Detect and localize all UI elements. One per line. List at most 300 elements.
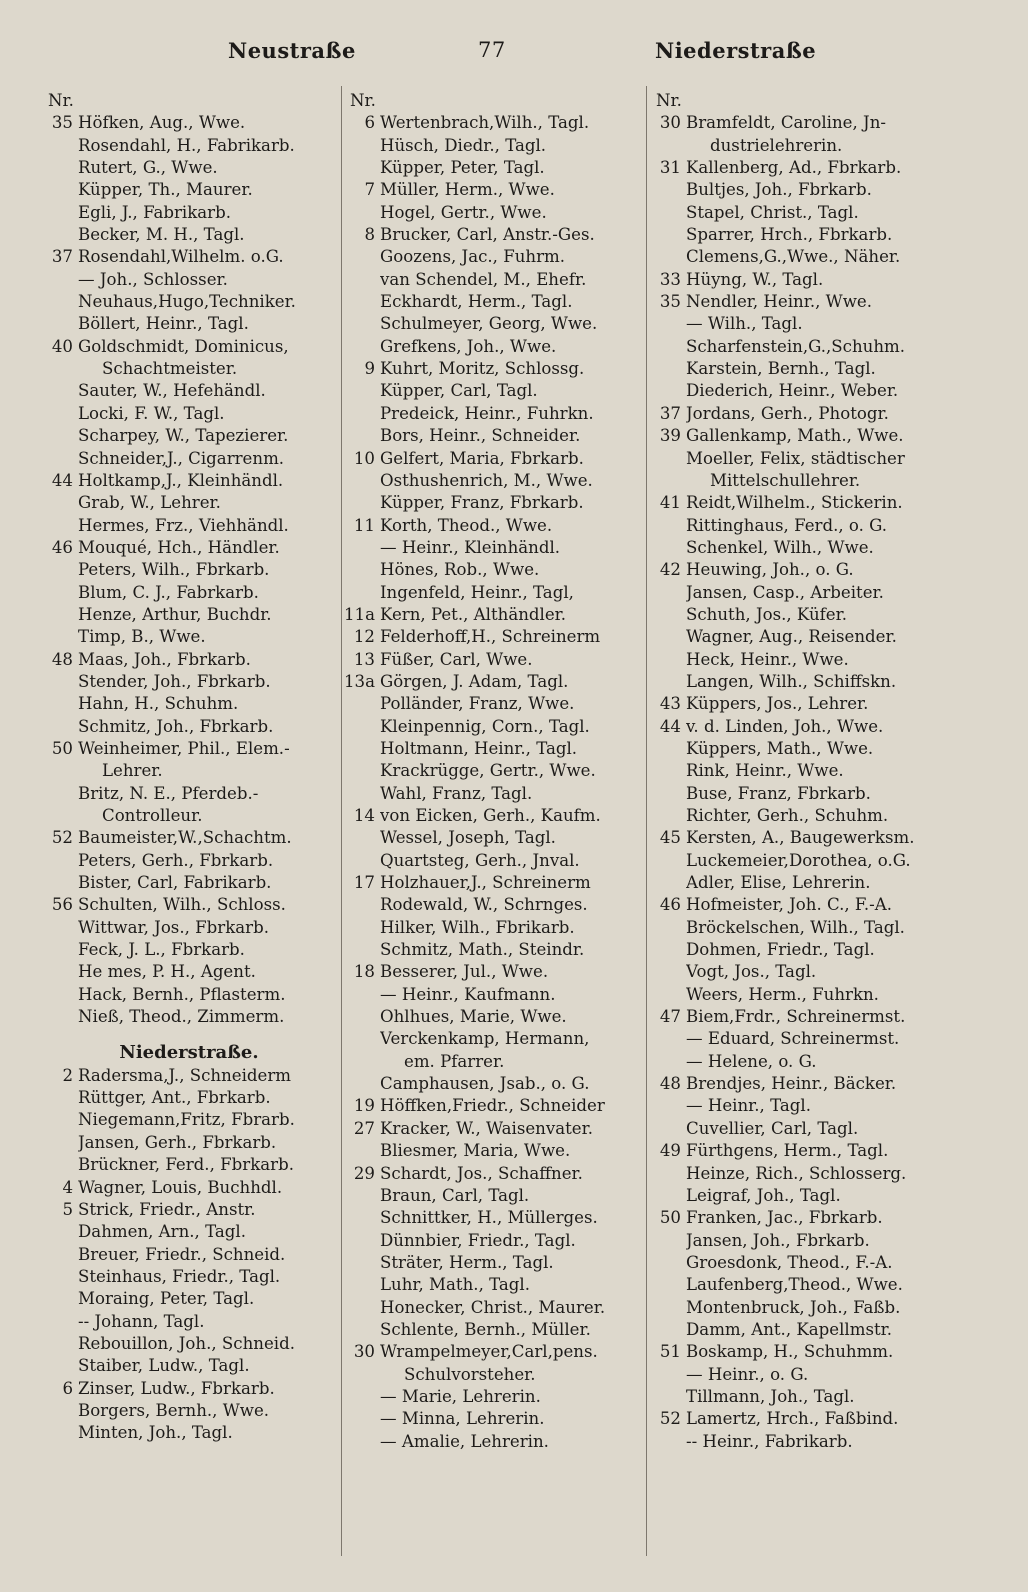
house-number [648,1051,686,1073]
directory-entry [40,179,340,201]
house-number [342,537,380,559]
directory-entry [40,1221,340,1243]
house-number: 41 [659,493,681,513]
column-3 [648,90,948,1453]
house-number [648,1364,686,1386]
directory-entry [648,783,948,805]
house-number [342,984,380,1006]
entry-text: Niederstraße. [119,1042,259,1064]
house-number [648,1319,686,1341]
entry-text: Schenkel, Wilh., Wwe. [686,537,874,557]
entry-text: Clemens,G.,Wwe., Näher. [686,247,901,267]
house-number [648,1274,686,1296]
entry-text: dustrielehrerin. [710,135,843,155]
house-number: 42 [659,560,681,580]
house-number: 46 [51,537,73,557]
entry-text: — Joh., Schlosser. [78,269,228,289]
entry-text: Karstein, Bernh., Tagl. [686,359,876,379]
house-number [40,1154,78,1176]
directory-entry [40,917,340,939]
house-number [342,917,380,939]
section-spacer [40,1028,340,1042]
house-number [648,448,686,470]
directory-entry [40,380,340,402]
entry-text: Rüttger, Ant., Fbrkarb. [78,1088,271,1108]
directory-entry [648,1028,948,1050]
directory-entry [40,448,340,470]
house-number [40,805,78,827]
house-number: 48 [659,1074,681,1094]
entry-text: Küpper, Franz, Fbrkarb. [380,493,584,513]
entry-text: em. Pfarrer. [404,1051,505,1071]
house-number [40,291,78,313]
entry-text: Scharpey, W., Tapezierer. [78,426,289,446]
directory-entry [342,358,642,380]
house-number: 45 [659,828,681,848]
house-number: 40 [51,336,73,356]
house-number [648,738,686,760]
directory-entry [342,894,642,916]
directory-entry [40,291,340,313]
entry-text: Wagner, Aug., Reisender. [686,627,897,647]
entry-text: Cuvellier, Carl, Tagl. [686,1118,859,1138]
directory-entry [342,1364,642,1386]
directory-entry [40,1422,340,1444]
directory-entry [40,1006,340,1028]
entry-text: Britz, N. E., Pferdeb.- [78,783,259,803]
entry-text: He mes, P. H., Agent. [78,962,256,982]
house-number [40,157,78,179]
directory-entry [342,1207,642,1229]
entry-text: Brückner, Ferd., Fbrkarb. [78,1155,294,1175]
entry-text: Blum, C. J., Fabrkarb. [78,582,259,602]
directory-entry [342,269,642,291]
entry-text: Quartsteg, Gerh., Jnval. [380,850,580,870]
entry-text: Schmitz, Math., Steindr. [380,940,585,960]
entry-text: Maas, Joh., Fbrkarb. [78,649,251,669]
entry-text: Mittelschullehrer. [710,470,861,490]
directory-entry [40,939,340,961]
house-number: 56 [51,895,73,915]
house-number: 18 [353,962,375,982]
entry-text: Henze, Arthur, Buchdr. [78,604,272,624]
entry-text: Schnittker, H., Müllerges. [380,1208,598,1228]
house-number [648,358,686,380]
directory-entry [342,760,642,782]
house-number: 19 [353,1096,375,1116]
entry-text: Kallenberg, Ad., Fbrkarb. [686,158,902,178]
directory-entry [648,1386,948,1408]
entry-text: Stender, Joh., Fbrkarb. [78,671,271,691]
house-number [342,1073,380,1095]
house-number [342,425,380,447]
house-number [342,1408,380,1430]
house-number [648,649,686,671]
directory-entry [40,1355,340,1377]
entry-text: Müller, Herm., Wwe. [380,180,555,200]
house-number [342,269,380,291]
entry-text: Luckemeier,Dorothea, o.G. [686,850,911,870]
directory-entry [648,1431,948,1453]
entry-text: — Wilh., Tagl. [686,314,803,334]
entry-text: — Amalie, Lehrerin. [380,1431,549,1451]
directory-entry [342,559,642,581]
house-number [342,313,380,335]
directory-entry [40,1378,340,1400]
entry-text: Füßer, Carl, Wwe. [380,649,533,669]
house-number: 52 [659,1409,681,1429]
house-number: 13a [343,671,375,691]
entry-text: Felderhoff,H., Schreinerm [380,627,601,647]
entry-text: Stapel, Christ., Tagl. [686,202,859,222]
entry-text: Jansen, Casp., Arbeiter. [686,582,884,602]
section-heading [40,1042,340,1064]
house-number: 11 [353,515,375,535]
directory-entry [342,470,642,492]
house-number [342,135,380,157]
house-number [648,1230,686,1252]
entry-text: Becker, M. H., Tagl. [78,225,245,245]
entry-text: von Eicken, Gerh., Kaufm. [380,806,601,825]
house-number [342,894,380,916]
house-number [40,939,78,961]
house-number [40,1042,78,1064]
entry-text: Sparrer, Hrch., Fbrkarb. [686,225,893,245]
house-number [648,1028,686,1050]
house-number [40,269,78,291]
directory-entry [40,470,340,492]
directory-entry [648,336,948,358]
directory-entry [40,671,340,693]
entry-text: Wessel, Joseph, Tagl. [380,828,556,848]
entry-text: Biem,Frdr., Schreinermst. [686,1007,906,1027]
column-1 [40,90,340,1445]
entry-text: Leigraf, Joh., Tagl. [686,1185,841,1205]
directory-entry [648,760,948,782]
house-number [342,202,380,224]
directory-entry [40,1244,340,1266]
entry-text: v. d. Linden, Joh., Wwe. [686,716,884,736]
house-number [40,626,78,648]
directory-entry [648,380,948,402]
house-number [648,783,686,805]
house-number [40,1333,78,1355]
directory-entry [40,827,340,849]
entry-text: — Heinr., Kleinhändl. [380,537,561,557]
directory-entry [40,157,340,179]
directory-entry [40,760,340,782]
directory-entry [648,135,948,157]
entry-text: Rodewald, W., Schrnges. [380,895,588,915]
directory-entry [648,649,948,671]
entry-text: Goozens, Jac., Fuhrm. [380,247,566,267]
house-number [648,224,686,246]
house-number [342,380,380,402]
house-number [342,716,380,738]
entry-text: Bultjes, Joh., Fbrkarb. [686,180,872,200]
house-number: 27 [353,1118,375,1138]
entry-text: Tillmann, Joh., Tagl. [686,1386,855,1406]
house-number [648,1297,686,1319]
entry-text: Schardt, Jos., Schaffner. [380,1163,583,1183]
entry-text: Wrampelmeyer,Carl,pens. [380,1342,598,1362]
entry-text: Scharfenstein,G.,Schuhm. [686,336,906,356]
house-number [648,1431,686,1453]
house-number [40,1266,78,1288]
entry-text: — Heinr., o. G. [686,1364,809,1384]
house-number: 43 [659,694,681,714]
entry-text: — Minna, Lehrerin. [380,1409,545,1429]
entry-text: Gelfert, Maria, Fbrkarb. [380,448,584,468]
directory-entry [648,1319,948,1341]
entry-text: Hermes, Frz., Viehhändl. [78,515,289,535]
directory-entry [342,1319,642,1341]
entry-text: Osthushenrich, M., Wwe. [380,470,593,490]
house-number: 7 [364,180,375,200]
entry-text: Locki, F. W., Tagl. [78,403,225,423]
directory-entry [40,1266,340,1288]
directory-entry [40,872,340,894]
house-number [40,984,78,1006]
directory-entry [342,604,642,626]
directory-entry [342,425,642,447]
house-number: 17 [353,873,375,893]
directory-entry [40,112,340,134]
house-number [40,582,78,604]
entry-text: Kern, Pet., Althändler. [380,604,567,624]
house-number [40,224,78,246]
directory-entry [648,1297,948,1319]
directory-entry [648,246,948,268]
house-number: 14 [353,806,375,825]
house-number: 52 [51,828,73,848]
entry-text: Schuth, Jos., Küfer. [686,604,847,624]
entry-text: Damm, Ant., Kapellmstr. [686,1319,893,1339]
directory-entry [648,1118,948,1140]
entry-text: Wittwar, Jos., Fbrkarb. [78,917,269,937]
directory-entry [648,939,948,961]
entry-text: Luhr, Math., Tagl. [380,1275,530,1295]
house-number [342,1274,380,1296]
house-number: 49 [659,1141,681,1161]
directory-entry [648,269,948,291]
directory-entry [648,492,948,514]
directory-entry [40,336,340,358]
directory-entry [648,1207,948,1229]
house-number [342,1252,380,1274]
directory-entry [648,827,948,849]
entry-text: Rutert, G., Wwe. [78,158,218,178]
entry-text: Rink, Heinr., Wwe. [686,761,844,781]
house-number [342,1319,380,1341]
house-number [342,1028,380,1050]
directory-entry [648,515,948,537]
entry-text: Bliesmer, Maria, Wwe. [380,1141,571,1161]
house-number [648,1386,686,1408]
house-number [342,1297,380,1319]
directory-entry [342,1051,642,1073]
entry-text: Hüsch, Diedr., Tagl. [380,135,547,155]
entry-text: Camphausen, Jsab., o. G. [380,1074,590,1094]
directory-entry [342,1185,642,1207]
house-number [342,1386,380,1408]
directory-entry [342,380,642,402]
directory-entry [342,649,642,671]
entry-text: Küpper, Th., Maurer. [78,180,253,200]
directory-entry [342,515,642,537]
entry-text: Peters, Gerh., Fbrkarb. [78,850,274,870]
directory-entry [40,716,340,738]
page-number: 77 [478,38,506,62]
entry-text: Langen, Wilh., Schiffskn. [686,671,897,691]
directory-entry [40,738,340,760]
directory-entry [40,961,340,983]
directory-entry [40,1132,340,1154]
entry-text: Lehrer. [102,761,163,781]
house-number: 44 [659,716,681,736]
directory-entry [342,448,642,470]
directory-entry [40,403,340,425]
directory-entry [40,135,340,157]
house-number [648,961,686,983]
directory-entry [648,872,948,894]
entry-text: Sträter, Herm., Tagl. [380,1252,554,1272]
house-number [40,313,78,335]
house-number [342,157,380,179]
house-number [648,470,686,492]
entry-text: Eckhardt, Herm., Tagl. [380,292,573,312]
house-number [342,582,380,604]
directory-entry [648,179,948,201]
directory-entry [648,716,948,738]
directory-entry [342,224,642,246]
entry-text: Reidt,Wilhelm., Stickerin. [686,493,903,513]
entry-text: Braun, Carl, Tagl. [380,1185,530,1205]
house-number [40,135,78,157]
entry-text: Höffken,Friedr., Schneider [380,1096,605,1116]
house-number: 8 [364,225,375,245]
directory-entry [40,1311,340,1333]
house-number: 37 [51,247,73,267]
entry-text: Nr. [350,91,376,110]
directory-entry [40,783,340,805]
house-number [342,738,380,760]
house-number: 12 [353,627,375,647]
entry-text: Schlente, Bernh., Müller. [380,1319,591,1339]
house-number [342,939,380,961]
directory-entry [648,224,948,246]
directory-entry [342,1028,642,1050]
entry-text: Nendler, Heinr., Wwe. [686,292,873,312]
directory-entry [342,1252,642,1274]
house-number [40,961,78,983]
entry-text: — Heinr., Tagl. [686,1096,811,1116]
directory-entry [342,1073,642,1095]
entry-text: Neuhaus,Hugo,Techniker. [78,292,296,312]
house-number [648,1118,686,1140]
column-divider [646,86,647,1556]
house-number [342,1207,380,1229]
house-number [342,246,380,268]
entry-text: Diederich, Heinr., Weber. [686,381,899,401]
directory-entry [40,850,340,872]
directory-entry [342,112,642,134]
entry-text: Weinheimer, Phil., Elem.- [78,738,290,758]
entry-text: Fürthgens, Herm., Tagl. [686,1141,889,1161]
entry-text: Baumeister,W.,Schachtm. [78,828,292,848]
house-number: 29 [353,1163,375,1183]
entry-text: Ingenfeld, Heinr., Tagl, [380,582,574,602]
entry-text: Feck, J. L., Fbrkarb. [78,940,245,960]
entry-text: Jansen, Gerh., Fbrkarb. [78,1132,277,1152]
house-number: 30 [659,113,681,133]
house-number [342,1006,380,1028]
directory-entry [648,626,948,648]
directory-entry [648,1230,948,1252]
directory-entry [342,1386,642,1408]
directory-entry [648,1006,948,1028]
house-number [40,760,78,782]
directory-entry [342,179,642,201]
house-number [40,358,78,380]
entry-text: Lamertz, Hrch., Faßbind. [686,1409,899,1429]
house-number: 11a [343,604,375,624]
entry-text: Boskamp, H., Schuhmm. [686,1342,894,1362]
directory-entry [40,1333,340,1355]
entry-text: Dahmen, Arn., Tagl. [78,1222,246,1242]
house-number [40,716,78,738]
entry-text: Strick, Friedr., Anstr. [78,1199,256,1219]
directory-entry [648,448,948,470]
entry-text: Küpper, Peter, Tagl. [380,158,545,178]
house-number: 31 [659,158,681,178]
directory-entry [648,984,948,1006]
directory-entry [40,425,340,447]
entry-text: Görgen, J. Adam, Tagl. [380,671,569,691]
directory-entry [342,1431,642,1453]
house-number [40,917,78,939]
house-number [40,515,78,537]
house-number [40,671,78,693]
house-number [40,559,78,581]
entry-text: Küppers, Math., Wwe. [686,738,874,758]
directory-entry [648,537,948,559]
house-number [40,1355,78,1377]
house-number [648,380,686,402]
entry-text: Franken, Jac., Fbrkarb. [686,1208,883,1228]
entry-text: van Schendel, M., Ehefr. [380,269,587,289]
directory-entry [342,850,642,872]
entry-text: Bors, Heinr., Schneider. [380,426,581,446]
left-street-header: Neustraße [228,38,356,63]
directory-entry [40,1087,340,1109]
entry-text: Jansen, Joh., Fbrkarb. [686,1230,870,1250]
entry-text: Rosendahl,Wilhelm. o.G. [78,247,284,267]
entry-text: Hilker, Wilh., Fbrikarb. [380,917,575,937]
house-number [40,1109,78,1131]
house-number [648,984,686,1006]
directory-entry [648,671,948,693]
house-number [40,872,78,894]
house-number [648,179,686,201]
directory-entry [648,894,948,916]
entry-text: Grefkens, Joh., Wwe. [380,336,557,356]
house-number [648,135,686,157]
directory-entry [342,313,642,335]
directory-entry [648,1408,948,1430]
house-number: 6 [364,113,375,133]
directory-entry [40,313,340,335]
